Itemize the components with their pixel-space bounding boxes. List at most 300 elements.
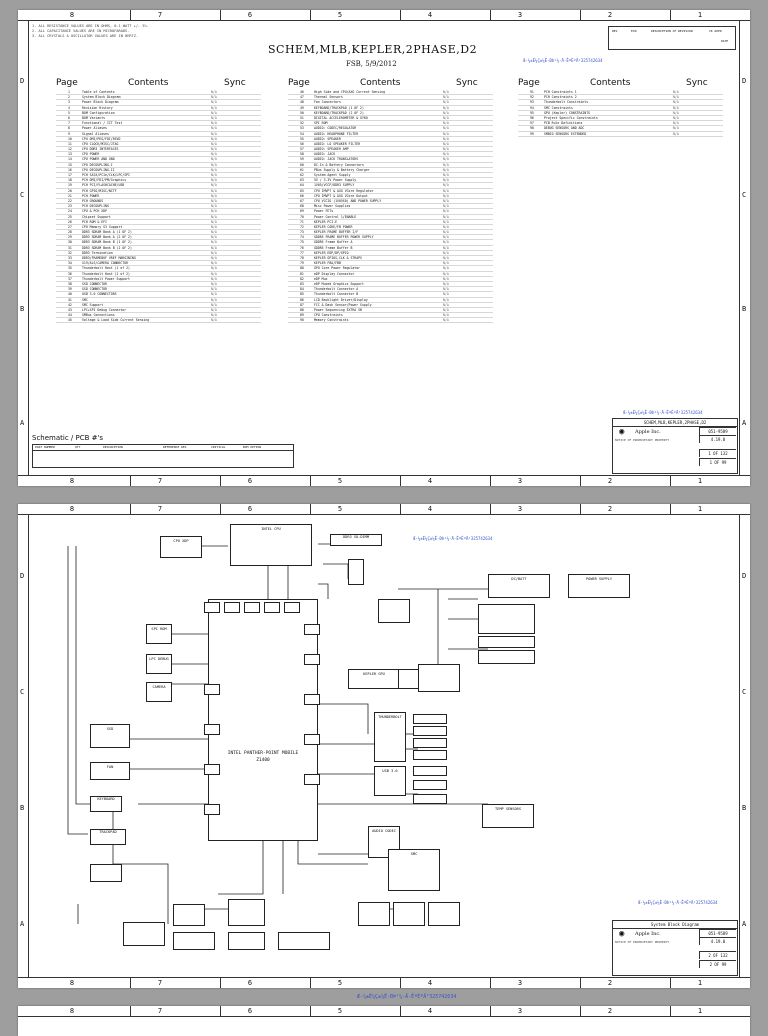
toc-title: eDP Muxed Graphics Support	[314, 281, 364, 286]
toc-title: Chipset Support	[82, 214, 111, 219]
pcb-col-description: DESCRIPTION	[103, 445, 123, 449]
toc-title: LCD Backlight Driver/Display	[314, 297, 368, 302]
toc-header-contents: Contents	[128, 78, 169, 88]
zone-divider	[580, 476, 581, 486]
toc-title: DDR3 SDRAM Bank A (2 OF 2)	[82, 235, 132, 240]
toc-page-number: 90	[300, 318, 304, 323]
bottom-block	[358, 902, 390, 926]
toc-title: PCH Constraints 2	[544, 95, 577, 100]
toc-page-number: 42	[68, 302, 72, 307]
toc-sync: N/A	[211, 219, 217, 224]
toc-sync: N/A	[443, 198, 449, 203]
toc-sync: N/A	[211, 224, 217, 229]
company-name: Apple Inc.	[635, 931, 661, 937]
zone-divider	[130, 10, 131, 20]
toc-sync: N/A	[211, 302, 217, 307]
toc-sync: N/A	[673, 95, 679, 100]
zone-column-label: 1	[697, 979, 703, 987]
intel-pch-block	[208, 599, 318, 841]
pch-port	[304, 774, 320, 785]
memory-block	[378, 599, 410, 623]
toc-sync: N/A	[211, 152, 217, 157]
toc-sync: N/A	[211, 307, 217, 312]
toc-page-number: 45	[68, 318, 72, 323]
toc-title: CPU Constraints	[314, 313, 343, 318]
toc-page-number: 25	[68, 214, 72, 219]
toc-sync: N/A	[211, 198, 217, 203]
drawing-number: 051-9589	[699, 929, 736, 937]
toc-title: AUDIO: JACK	[314, 152, 336, 157]
tbt-port-block	[413, 726, 447, 736]
zone-column-ruler-bottom	[18, 475, 750, 486]
toc-page-number: 26	[68, 219, 72, 224]
toc-page-number: 72	[300, 224, 304, 229]
toc-sync: N/A	[211, 147, 217, 152]
toc-sync: N/A	[443, 261, 449, 266]
toc-page-number: 4	[68, 105, 70, 110]
toc-sync: N/A	[211, 157, 217, 162]
title-block	[612, 920, 738, 976]
bottom-block	[278, 932, 330, 950]
toc-sync: N/A	[211, 240, 217, 245]
zone-column-label: 1	[697, 1007, 703, 1015]
toc-sync: N/A	[673, 115, 679, 120]
toc-page-number: 30	[68, 240, 72, 245]
toc-page-number: 37	[68, 276, 72, 281]
toc-sync: N/A	[211, 188, 217, 193]
zone-divider	[220, 476, 221, 486]
pcb-col-reference: REFERENCE DES	[163, 445, 187, 449]
usb-port-block	[413, 794, 447, 804]
toc-title: CPU IMVP7 & AXG VCore Output	[314, 193, 368, 198]
general-notes	[32, 24, 149, 39]
watermark-text: Æ-¼±É¼Ç±¼Ê-ÐÞ¹¼-Ä-ÊªÉºÄ²325742634	[638, 900, 718, 905]
toc-page-number: 82	[300, 276, 304, 281]
eDP-mux-block	[418, 664, 460, 692]
toc-sync: N/A	[443, 157, 449, 162]
toc-page-number: 11	[68, 141, 72, 146]
toc-page-number: 87	[300, 302, 304, 307]
toc-title: PCH POWER	[82, 193, 100, 198]
zone-row-label: A	[20, 920, 25, 928]
zone-column-label: 6	[247, 11, 253, 19]
toc-title: Project Specific Constraints	[544, 115, 598, 120]
usb-port-block	[413, 766, 447, 776]
page-number: 1 OF 99	[699, 458, 736, 466]
toc-sync: N/A	[211, 115, 217, 120]
apple-logo-icon: ◉	[619, 929, 625, 939]
zone-divider	[130, 476, 131, 486]
toc-title: Misc Power Supplies	[314, 204, 351, 209]
pch-port	[304, 654, 320, 665]
zone-column-label: 4	[427, 477, 433, 485]
toc-sync: N/A	[443, 95, 449, 100]
toc-page-number: 33	[68, 256, 72, 260]
toc-title: FCC & Dash Sensor/Power Supply	[314, 302, 372, 307]
zone-column-label: 7	[157, 11, 163, 19]
toc-page-number: 40	[68, 292, 72, 297]
toc-header-contents: Contents	[590, 78, 631, 88]
zone-row-label: D	[742, 77, 747, 85]
zone-column-label: 3	[517, 1007, 523, 1015]
toc-sync: N/A	[443, 235, 449, 240]
zone-divider	[220, 10, 221, 20]
pch-port	[304, 694, 320, 705]
toc-column-1	[56, 90, 261, 323]
bottom-block	[428, 902, 460, 926]
toc-page-number: 50	[300, 110, 304, 115]
toc-header-sync: Sync	[686, 78, 708, 88]
toc-title: PCH GPIO/MISC/NCTF	[82, 188, 117, 193]
zone-row-label: C	[742, 191, 747, 199]
pcb-col-bom-option: BOM OPTION	[243, 445, 262, 449]
toc-page-number: 19	[68, 183, 72, 188]
zone-column-label: 5	[337, 1007, 343, 1015]
toc-title: CPU DDR3 INTERFACES	[82, 147, 119, 152]
toc-page-number: 67	[300, 198, 304, 203]
toc-title: AUDIO: SPEAKER AMP	[314, 147, 349, 152]
toc-column-2	[288, 90, 493, 323]
toc-page-number: 59	[300, 157, 304, 162]
power-supply-block: POWER SUPPLY	[568, 574, 630, 598]
toc-title: DDR3 SDRAM Bank B (1 OF 2)	[82, 240, 132, 245]
toc-page-number: 34	[68, 261, 72, 266]
toc-page-number: 20	[68, 188, 72, 193]
toc-sync: N/A	[211, 110, 217, 115]
toc-page-number: 7	[68, 121, 70, 126]
toc-page-number: 70	[300, 214, 304, 219]
toc-page-number: 39	[68, 287, 72, 292]
toc-sync: N/A	[211, 287, 217, 292]
toc-sync: N/A	[443, 230, 449, 235]
toc-page-number: 22	[68, 198, 72, 203]
usb-block: USB 3.0	[374, 766, 406, 796]
schematic-subtitle: FSB, 5/9/2012	[346, 60, 397, 68]
toc-page-number: 1	[68, 90, 70, 94]
toc-header-page: Page	[288, 78, 310, 88]
toc-sync: N/A	[211, 126, 217, 131]
toc-page-number: 94	[530, 105, 534, 110]
toc-title: Voltage & Load Side Current Sensing	[82, 318, 150, 323]
toc-page-number: 32	[68, 250, 72, 255]
toc-sync: N/A	[211, 162, 217, 167]
toc-sync: N/A	[211, 256, 217, 260]
toc-title: CPU DECOUPLING-II	[82, 167, 115, 172]
toc-sync: N/A	[443, 141, 449, 146]
toc-sync: N/A	[443, 152, 449, 157]
zone-column-label: 8	[69, 11, 75, 19]
toc-page-number: 41	[68, 297, 72, 302]
toc-page-number: 3	[68, 100, 70, 105]
toc-page-number: 38	[68, 281, 72, 286]
zone-column-label: 2	[607, 11, 613, 19]
sheet-number: 1 OF 132	[699, 449, 736, 457]
toc-title: Fan Connectors	[314, 100, 341, 105]
toc-title: KEPLER PCI-E	[314, 219, 338, 224]
toc-column-3	[518, 90, 723, 137]
zone-column-label: 4	[427, 979, 433, 987]
zone-divider	[580, 10, 581, 20]
dc-batt-block: DC/BATT	[488, 574, 550, 598]
zone-row-label: A	[20, 419, 25, 427]
toc-sync: N/A	[443, 131, 449, 136]
pch-port	[304, 624, 320, 635]
toc-sync: N/A	[673, 110, 679, 115]
toc-title: PCH Constraints 1	[544, 90, 577, 94]
zone-column-label: 3	[517, 477, 523, 485]
toc-page-number: 98	[530, 126, 534, 131]
toc-header-contents: Contents	[360, 78, 401, 88]
toc-sync: N/A	[211, 261, 217, 266]
zone-column-label: 6	[247, 505, 253, 513]
schematic-sheet-toc	[18, 10, 750, 486]
toc-title: BOM Variants	[82, 115, 106, 120]
proprietary-notice: NOTICE OF PROPRIETARY PROPERTY	[615, 940, 670, 944]
toc-title: 1V05/VCCP/DDR3 SUPPLY	[314, 183, 355, 188]
toc-page-number: 77	[300, 250, 304, 255]
toc-sync: N/A	[211, 141, 217, 146]
pch-port	[304, 734, 320, 745]
toc-title: DDR3 SDRAM Bank A (1 OF 2)	[82, 230, 132, 235]
toc-title: Thunderbolt Connector A	[314, 287, 359, 292]
zone-row-label: B	[742, 305, 747, 313]
toc-page-number: 63	[300, 178, 304, 183]
toc-title: Revision History	[82, 105, 113, 110]
toc-sync: N/A	[443, 313, 449, 318]
watermark-text: Æ-¼±É¼Ç±¼Ê-ÐÞ¹¼-Ä-ÊªÉºÄ²325742634	[623, 410, 703, 415]
zone-divider	[670, 476, 671, 486]
toc-sync: N/A	[443, 292, 449, 297]
drawing-title: SCHEM,MLB,KEPLER,2PHASE,D2	[613, 419, 737, 427]
zone-divider	[580, 1006, 581, 1016]
toc-page-number: 17	[68, 173, 72, 177]
pcb-col-qty: QTY	[75, 445, 81, 449]
toc-title: SSD CONNECTOR	[82, 287, 107, 292]
toc-page-number: 69	[300, 209, 304, 214]
toc-page-number: 13	[68, 152, 72, 157]
zone-column-label: 5	[337, 477, 343, 485]
toc-sync: N/A	[443, 240, 449, 245]
toc-page-number: 43	[68, 307, 72, 312]
keyboard-block: KEYBOARD	[90, 796, 122, 812]
rev-header-rev: REV	[612, 29, 618, 33]
trackpad-block: TRACKPAD	[90, 829, 126, 845]
pch-port	[204, 764, 220, 775]
toc-title: Thermal Sensors	[314, 95, 343, 100]
toc-title: AUDIO: JACK TRANSLATORS	[314, 157, 359, 162]
zone-row-label: D	[20, 572, 25, 580]
zone-divider	[220, 1006, 221, 1016]
toc-page-number: 95	[530, 110, 534, 115]
revision-table	[608, 26, 736, 50]
toc-page-number: 12	[68, 147, 72, 152]
intel-cpu-block: INTEL CPU	[230, 524, 312, 566]
toc-page-number: 5	[68, 110, 70, 115]
toc-title: X19/ALS/CAMERA CONNECTOR	[82, 261, 129, 266]
zone-column-label: 8	[69, 1007, 75, 1015]
toc-title: GDDR5 FRAME BUFFER POWER SUPPLY	[314, 235, 374, 240]
toc-sync: N/A	[443, 110, 449, 115]
zone-row-label: C	[742, 688, 747, 696]
toc-page-number: 93	[530, 100, 534, 105]
toc-row	[518, 132, 723, 137]
toc-sync: N/A	[211, 100, 217, 105]
schematic-title: SCHEM,MLB,KEPLER,2PHASE,D2	[268, 43, 478, 56]
toc-title: Power Control 1/ENABLE	[314, 214, 357, 219]
toc-sync: N/A	[443, 147, 449, 152]
toc-page-number: 60	[300, 162, 304, 167]
zone-column-label: 6	[247, 1007, 253, 1015]
toc-page-number: 10	[68, 136, 72, 141]
toc-sync: N/A	[443, 183, 449, 188]
drawing-number: 051-9589	[699, 427, 736, 435]
toc-title: SMC Support	[82, 302, 104, 307]
toc-sync: N/A	[443, 245, 449, 250]
toc-title: eDP Mux	[314, 276, 328, 281]
rev-header-ecn: ECN	[631, 29, 637, 33]
tbt-port-block	[413, 738, 447, 748]
zone-divider	[310, 476, 311, 486]
toc-sync: N/A	[673, 90, 679, 94]
toc-title: Thunderbolt Constraints	[544, 100, 589, 105]
zone-row-label: B	[20, 305, 25, 313]
toc-page-number: 97	[530, 121, 534, 126]
toc-sync: N/A	[211, 313, 217, 318]
pcb-col-critical: CRITICAL	[211, 445, 226, 449]
watermark-text: Æ-¼±É¼Ç±¼Ê-ÐÞ¹¼-Ä-ÊªÉºÄ²325742634	[413, 536, 493, 541]
toc-page-number: 96	[530, 115, 534, 120]
toc-page-number: 8	[68, 126, 70, 131]
toc-title: System Block Diagram	[82, 95, 121, 100]
toc-title: PCH SATA/PCIe/CLK/LPC/SPI	[82, 173, 130, 177]
note-line: 1. ALL RESISTANCE VALUES ARE IN OHMS, 0.1 WATT +/- 5%.	[32, 24, 149, 28]
toc-sync: N/A	[211, 235, 217, 240]
zone-column-label: 2	[607, 505, 613, 513]
toc-page-number: 66	[300, 193, 304, 198]
pcb-table-header	[33, 445, 293, 451]
toc-sync: N/A	[443, 271, 449, 276]
toc-sync: N/A	[443, 214, 449, 219]
connector-block	[398, 669, 420, 689]
toc-sync: N/A	[443, 162, 449, 167]
toc-sync: N/A	[211, 193, 217, 198]
toc-page-number: 89	[300, 313, 304, 318]
thunderbolt-block: THUNDERBOLT	[374, 712, 406, 762]
pch-port	[204, 804, 220, 815]
toc-title: PCH DMI/FDI/PM/Graphics	[82, 178, 127, 183]
toc-title: System Agent Supply	[314, 173, 351, 177]
toc-title: USB 3.0 CONNECTORS	[82, 292, 117, 297]
toc-title: GPU (Kepler) CONSTRAINTS	[544, 110, 591, 115]
toc-title: CPU IMVP7 & AXG VCore Regulator	[314, 188, 374, 193]
ddr-slot-stack	[348, 559, 364, 585]
zone-row-ruler-right	[739, 20, 750, 476]
zone-column-label: 8	[69, 979, 75, 987]
company-name: Apple Inc.	[635, 429, 661, 435]
zone-divider	[490, 10, 491, 20]
power-rail-block	[478, 604, 535, 634]
zone-row-label: C	[20, 191, 25, 199]
toc-sync: N/A	[211, 281, 217, 286]
rev-header-appd: CK APPD	[709, 29, 722, 33]
toc-page-number: 24	[68, 209, 72, 214]
toc-sync: N/A	[443, 188, 449, 193]
toc-sync: N/A	[443, 281, 449, 286]
toc-sync: N/A	[211, 90, 217, 94]
rev-header-date: DATE	[721, 39, 729, 43]
toc-title: KEPLER FBA/FBB	[314, 261, 341, 266]
toc-sync: N/A	[443, 219, 449, 224]
toc-title: Functional / ICT Test	[82, 121, 123, 126]
zone-column-label: 4	[427, 505, 433, 513]
toc-sync: N/A	[673, 121, 679, 126]
toc-title: SMC Constraints	[544, 105, 573, 110]
toc-page-number: 36	[68, 271, 72, 276]
toc-page-number: 23	[68, 204, 72, 209]
revision-number: 4.19.0	[699, 937, 736, 945]
zone-column-label: 2	[607, 979, 613, 987]
toc-page-number: 28	[68, 230, 72, 235]
toc-sync: N/A	[443, 307, 449, 312]
toc-page-number: 16	[68, 167, 72, 172]
pch-port	[204, 602, 220, 613]
zone-column-label: 2	[607, 1007, 613, 1015]
toc-page-number: 21	[68, 193, 72, 198]
toc-sync: N/A	[443, 287, 449, 292]
toc-title: CPU & PCH XDP	[82, 209, 107, 214]
toc-sync: N/A	[211, 297, 217, 302]
toc-title: AUDIO: CODEC/REGULATOR	[314, 126, 357, 131]
toc-sync: N/A	[211, 276, 217, 281]
toc-page-number: 29	[68, 235, 72, 240]
toc-sync: N/A	[443, 209, 449, 214]
ddr-block: DDR3 SO-DIMM	[330, 534, 382, 546]
toc-sync: N/A	[443, 100, 449, 105]
page-number: 2 OF 99	[699, 960, 736, 968]
toc-title: Memory Constraints	[314, 318, 349, 323]
toc-page-number: 6	[68, 115, 70, 120]
toc-sync: N/A	[673, 100, 679, 105]
zone-row-ruler-left	[18, 20, 29, 476]
toc-title: Thunderbolt Power Support	[82, 276, 130, 281]
toc-title: BOM Configuration	[82, 110, 115, 115]
zone-column-label: 7	[157, 477, 163, 485]
toc-sync: N/A	[211, 105, 217, 110]
toc-title: CPU CLOCK/MISC/JTAG	[82, 141, 119, 146]
toc-title: Power FETs	[314, 209, 334, 214]
toc-page-number: 46	[300, 90, 304, 94]
toc-title: KEYBOARD/TRACKPAD (1 OF 2)	[314, 105, 364, 110]
toc-title: Signal Aliases	[82, 131, 109, 136]
toc-page-number: 86	[300, 297, 304, 302]
toc-sync: N/A	[211, 292, 217, 297]
toc-title: AUDIO: HEADPHONE FILTER	[314, 131, 359, 136]
toc-page-number: 74	[300, 235, 304, 240]
toc-title: Power Aliases	[82, 126, 107, 131]
toc-page-number: 55	[300, 136, 304, 141]
toc-page-number: 58	[300, 152, 304, 157]
drawing-title: System Block Diagram	[613, 921, 737, 929]
toc-title: KEYBOARD/TRACKPAD (2 OF 2)	[314, 110, 364, 115]
toc-title: GDDR5 Frame Buffer A	[314, 240, 353, 245]
toc-sync: N/A	[443, 224, 449, 229]
toc-sync: N/A	[443, 121, 449, 126]
toc-sync: N/A	[443, 105, 449, 110]
toc-sync: N/A	[211, 271, 217, 276]
toc-page-number: 88	[300, 307, 304, 312]
zone-column-label: 1	[697, 505, 703, 513]
toc-title: DDR3/FRAMEBUF VREF MARGINING	[82, 256, 136, 260]
